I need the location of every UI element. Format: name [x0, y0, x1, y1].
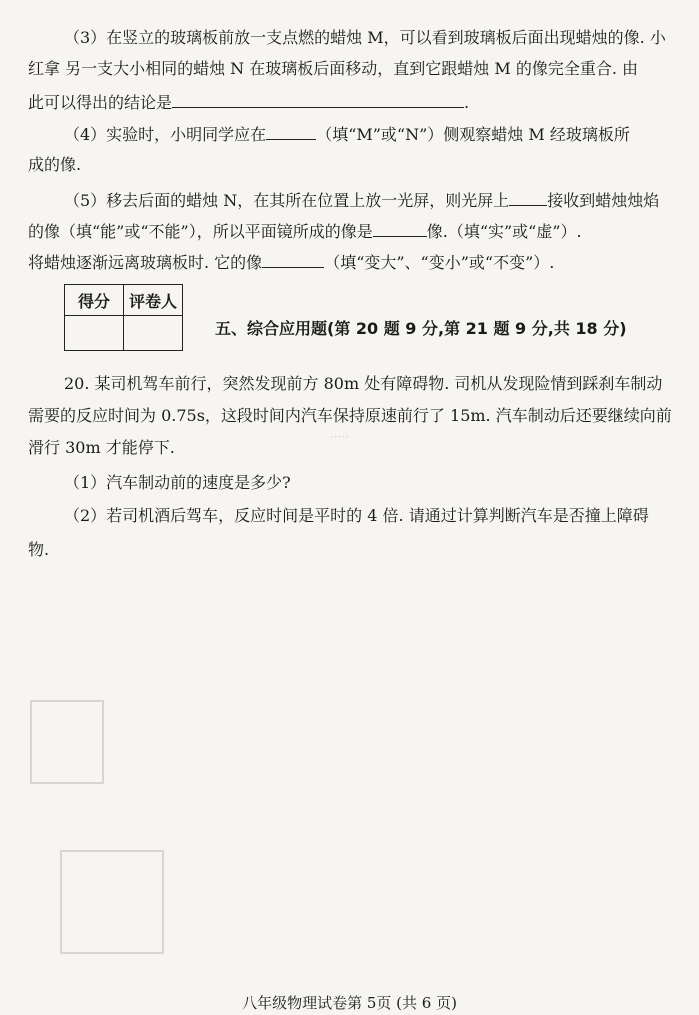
score-cell[interactable] [65, 316, 124, 351]
answer-blank-q5-1[interactable] [509, 189, 547, 206]
q3-line-3: 此可以得出的结论是 . [28, 93, 470, 112]
section-title: 五、综合应用题(第 20 题 9 分,第 21 题 9 分,共 18 分) [215, 319, 627, 338]
q20-line-2: 需要的反应时间为 0.75s，这段时间内汽车保持原速前行了 15m. 汽车制动后还要继续向前 [28, 406, 672, 425]
q5-text-b: 接收到蜡烛烛焰 [547, 191, 660, 210]
q20-sub-2-cont: 物. [28, 540, 50, 559]
q3-line-3-text: 此可以得出的结论是 [28, 93, 173, 112]
q4-text-b: （填“M”或“N”）侧观察蜡烛 M 经玻璃板所 [316, 125, 630, 144]
answer-blank-q5-2[interactable] [373, 220, 427, 237]
q20-line-3: 滑行 30m 才能停下. [28, 438, 175, 457]
q5-text-c: 的像（填“能”或“不能”），所以平面镜所成的像是 [28, 222, 373, 241]
q5-line-3 [28, 251, 678, 274]
bleed-through-text: ····· [330, 430, 350, 444]
reviewer-cell[interactable] [124, 316, 183, 351]
answer-blank-q5-3[interactable] [262, 251, 324, 268]
q5-line-1 [64, 189, 678, 212]
q20-line-1: 20. 某司机驾车前行，突然发现前方 80m 处有障碍物. 司机从发现险情到踩刹车制动 [64, 374, 663, 393]
q5-text-a: （5）移去后面的蜡烛 N，在其所在位置上放一光屏，则光屏上 [64, 191, 510, 210]
q4-line-2: 成的像. [28, 155, 82, 174]
page-footer: 八年级物理试卷第 5页 (共 6 页) [242, 994, 457, 1012]
q20-sub-2: （2）若司机酒后驾车，反应时间是平时的 4 倍. 请通过计算判断汽车是否撞上障碍 [64, 506, 649, 525]
q5-line-2 [28, 220, 678, 243]
score-table [64, 284, 183, 351]
answer-blank-q3[interactable] [172, 91, 464, 108]
q5-text-e: 将蜡烛逐渐远离玻璃板时. 它的像 [28, 253, 263, 272]
answer-blank-q4[interactable] [266, 123, 316, 140]
q5-text-d: 像.（填“实”或“虚”）. [426, 222, 582, 241]
score-label: 得分 [65, 285, 124, 316]
bleed-through-figure [30, 700, 104, 784]
q3-line-2: 红拿 另一支大小相同的蜡烛 N 在玻璃板后面移动，直到它跟蜡烛 M 的像完全重合. 由 [28, 59, 638, 78]
q3-line-1: （3）在竖立的玻璃板前放一支点燃的蜡烛 M，可以看到玻璃板后面出现蜡烛的像. 小 [64, 28, 666, 47]
bleed-through-figure [60, 850, 164, 954]
q4-line-1 [64, 123, 678, 146]
reviewer-label: 评卷人 [124, 285, 183, 316]
q20-sub-1: （1）汽车制动前的速度是多少? [64, 473, 291, 492]
q4-text-a: （4）实验时，小明同学应在 [64, 125, 267, 144]
q5-text-f: （填“变大”、“变小”或“不变”）. [324, 253, 555, 272]
